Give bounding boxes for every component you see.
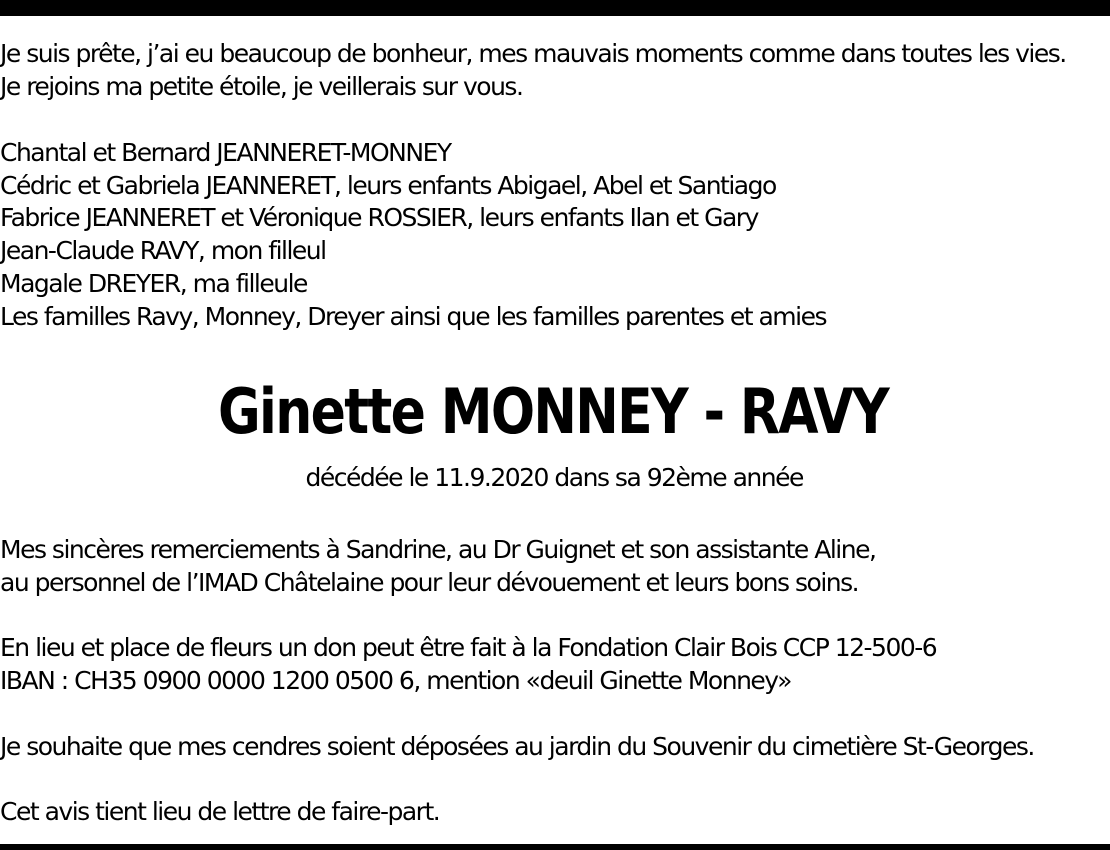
thanks-line-2: au personnel de l’IMAD Châtelaine pour leur dévouement et leurs bons soins. (0, 568, 859, 597)
top-rule (0, 0, 1110, 16)
family-line-4: Jean-Claude RAVY, mon filleul (0, 236, 326, 265)
deceased-details: décédée le 11.9.2020 dans sa 92ème année (305, 463, 803, 492)
family-line-3: Fabrice JEANNERET et Véronique ROSSIER, leurs enfants Ilan et Gary (0, 203, 758, 232)
intro-line-1: Je suis prête, j’ai eu beaucoup de bonheur, mes mauvais moments comme dans toutes les vies. (0, 39, 1066, 68)
donation-line-1: En lieu et place de fleurs un don peut être fait à la Fondation Clair Bois CCP 12-500-6 (0, 633, 937, 662)
donation-line-2: IBAN : CH35 0900 0000 1200 0500 6, mention «deuil Ginette Monney» (0, 666, 791, 695)
family-line-6: Les familles Ravy, Monney, Dreyer ainsi que les familles parentes et amies (0, 302, 826, 331)
bottom-rule (0, 844, 1110, 850)
intro-line-2: Je rejoins ma petite étoile, je veillerais sur vous. (0, 72, 523, 101)
closing-line: Cet avis tient lieu de lettre de faire-part. (0, 797, 440, 826)
family-line-1: Chantal et Bernard JEANNERET-MONNEY (0, 138, 451, 167)
wish-line: Je souhaite que mes cendres soient déposées au jardin du Souvenir du cimetière St-Georges. (0, 732, 1034, 761)
deceased-name: Ginette MONNEY - RAVY (218, 375, 888, 448)
thanks-line-1: Mes sincères remerciements à Sandrine, au Dr Guignet et son assistante Aline, (0, 535, 876, 564)
family-line-5: Magale DREYER, ma filleule (0, 269, 307, 298)
family-line-2: Cédric et Gabriela JEANNERET, leurs enfants Abigael, Abel et Santiago (0, 171, 776, 200)
